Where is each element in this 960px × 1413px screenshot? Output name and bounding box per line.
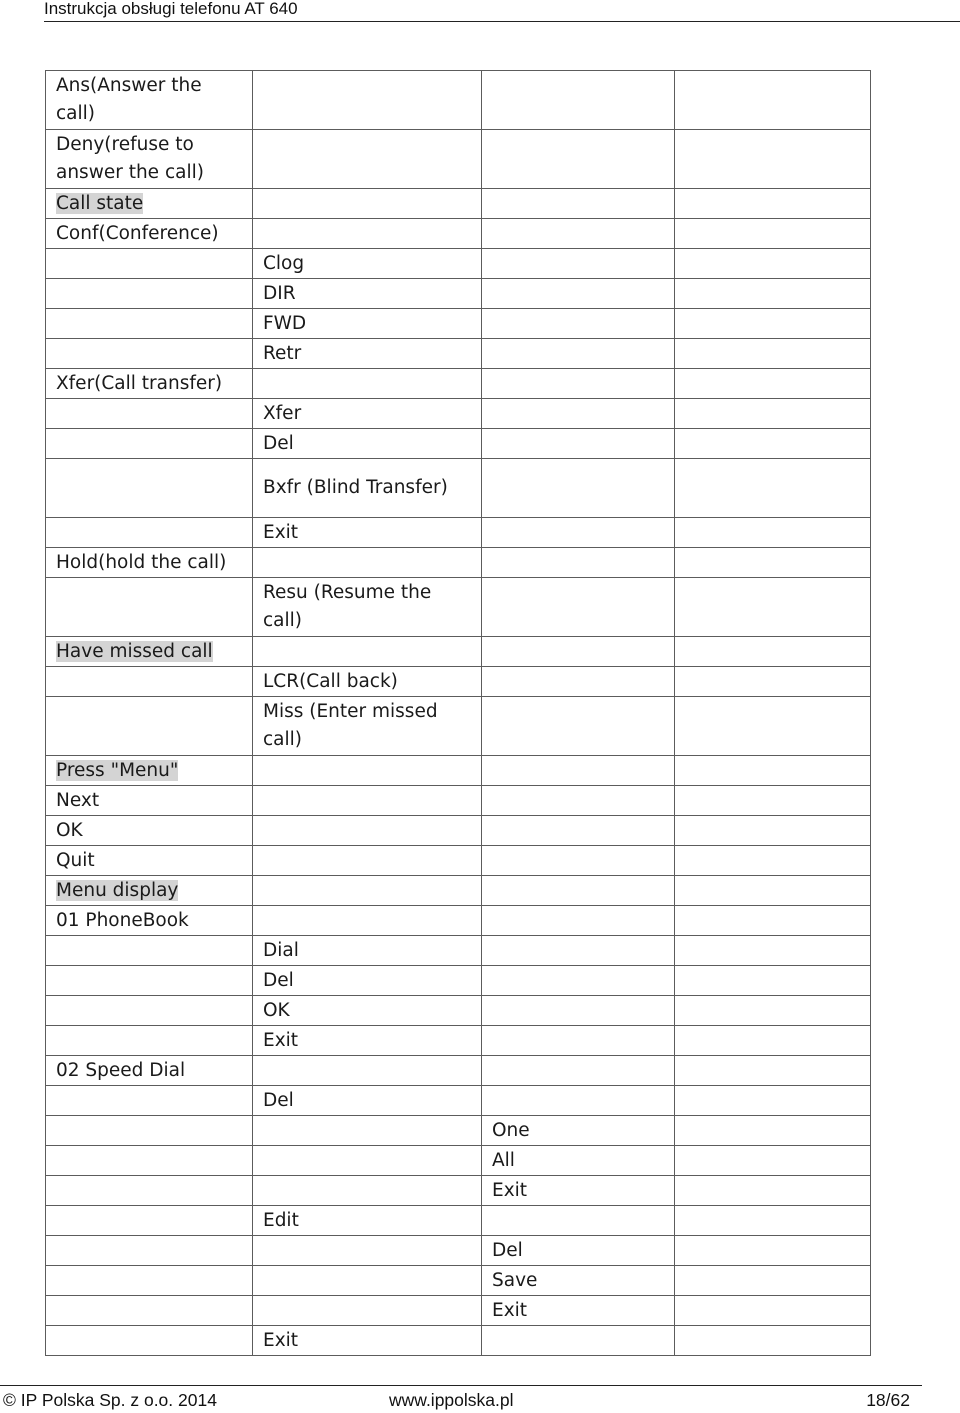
cell-text: Exit [263, 521, 299, 543]
table-cell [482, 906, 675, 936]
table-cell [253, 1296, 482, 1326]
table-row [46, 429, 871, 459]
table-cell [46, 369, 253, 399]
table-cell [46, 1056, 253, 1086]
footer-website: www.ippolska.pl [389, 1390, 514, 1410]
table-cell [675, 906, 871, 936]
table-row [46, 996, 871, 1026]
table-cell [482, 548, 675, 578]
table-cell [482, 966, 675, 996]
table-row [46, 189, 871, 219]
table-cell [46, 1026, 253, 1056]
table-cell [482, 578, 675, 637]
table-cell [46, 309, 253, 339]
table-cell [675, 936, 871, 966]
table-cell [675, 1266, 871, 1296]
table-cell [482, 369, 675, 399]
table-cell [253, 876, 482, 906]
table-cell [482, 1206, 675, 1236]
table-cell [482, 1236, 675, 1266]
table-cell [675, 369, 871, 399]
table-cell [675, 429, 871, 459]
table-cell [253, 429, 482, 459]
cell-text: Conf(Conference) [56, 222, 219, 244]
table-cell [46, 1086, 253, 1116]
table-cell [46, 429, 253, 459]
table-cell [46, 578, 253, 637]
table-row [46, 518, 871, 548]
cell-text: DIR [263, 282, 296, 304]
table-cell [46, 1266, 253, 1296]
table-cell [46, 816, 253, 846]
table-row [46, 816, 871, 846]
table-cell [253, 189, 482, 219]
table-row [46, 936, 871, 966]
table-cell [675, 697, 871, 756]
table-cell [46, 786, 253, 816]
table-cell [482, 637, 675, 667]
cell-text: Del [263, 432, 294, 454]
table-cell [482, 1056, 675, 1086]
cell-text: Quit [56, 849, 95, 871]
table-cell [482, 996, 675, 1026]
table-cell [675, 1086, 871, 1116]
table-cell [253, 459, 482, 518]
cell-text: Hold(hold the call) [56, 551, 227, 573]
table-cell [253, 936, 482, 966]
table-cell [253, 637, 482, 667]
cell-text: 01 PhoneBook [56, 909, 189, 931]
table-cell [675, 309, 871, 339]
table-cell [253, 1266, 482, 1296]
table-cell [253, 249, 482, 279]
table-cell [482, 429, 675, 459]
cell-text: FWD [263, 312, 307, 334]
table-cell [253, 578, 482, 637]
table-cell [482, 309, 675, 339]
table-cell [253, 71, 482, 130]
table-cell [46, 996, 253, 1026]
table-cell [675, 189, 871, 219]
table-row [46, 1206, 871, 1236]
table-cell [46, 1296, 253, 1326]
table-cell [675, 1236, 871, 1266]
table-cell [482, 1326, 675, 1356]
table-row [46, 846, 871, 876]
table-cell [675, 996, 871, 1026]
table-cell [253, 816, 482, 846]
table-row [46, 130, 871, 189]
table-cell [46, 459, 253, 518]
table-cell [253, 1056, 482, 1086]
table-cell [482, 1086, 675, 1116]
cell-text: Ans(Answer the call) [56, 75, 202, 124]
table-row [46, 1326, 871, 1356]
table-cell [46, 846, 253, 876]
table-cell [253, 369, 482, 399]
table-cell [675, 1026, 871, 1056]
table-cell [253, 1176, 482, 1206]
table-cell [675, 786, 871, 816]
cell-text: Exit [263, 1329, 299, 1351]
page-footer [0, 1385, 922, 1413]
table-cell [46, 1326, 253, 1356]
table-cell [482, 219, 675, 249]
table-cell [675, 459, 871, 518]
table-cell [482, 786, 675, 816]
table-cell [675, 578, 871, 637]
table-cell [253, 966, 482, 996]
table-cell [253, 339, 482, 369]
table-row [46, 1296, 871, 1326]
table-cell [46, 906, 253, 936]
table-row [46, 966, 871, 996]
table-cell [675, 130, 871, 189]
table-cell [253, 996, 482, 1026]
cell-text: Dial [263, 939, 299, 961]
table-cell [482, 697, 675, 756]
table-row [46, 1026, 871, 1056]
table-cell [675, 1146, 871, 1176]
cell-text: Retr [263, 342, 302, 364]
table-cell [253, 1146, 482, 1176]
table-cell [253, 279, 482, 309]
table-cell [46, 249, 253, 279]
table-row [46, 369, 871, 399]
table-cell [675, 219, 871, 249]
table-cell [675, 279, 871, 309]
table-cell [253, 756, 482, 786]
table-row [46, 399, 871, 429]
table-cell [253, 906, 482, 936]
table-cell [253, 219, 482, 249]
table-cell [253, 786, 482, 816]
table-cell [482, 667, 675, 697]
table-cell [482, 1026, 675, 1056]
table-cell [675, 339, 871, 369]
cell-text: Exit [492, 1299, 528, 1321]
table-cell [46, 876, 253, 906]
cell-text: All [492, 1149, 515, 1171]
table-cell [482, 1146, 675, 1176]
table-cell [46, 518, 253, 548]
cell-text: Edit [263, 1209, 299, 1231]
cell-text: Call state [56, 192, 144, 214]
cell-text: One [492, 1119, 530, 1141]
table-cell [46, 219, 253, 249]
table-cell [482, 71, 675, 130]
table-cell [482, 339, 675, 369]
table-cell [675, 667, 871, 697]
table-cell [675, 876, 871, 906]
table-row [46, 1176, 871, 1206]
footer-page-number: 18/62 [866, 1390, 910, 1410]
table-cell [46, 548, 253, 578]
table-cell [482, 279, 675, 309]
table-cell [482, 399, 675, 429]
table-row [46, 1146, 871, 1176]
table-row [46, 71, 871, 130]
table-cell [675, 1116, 871, 1146]
table-cell [46, 339, 253, 369]
cell-text: Resu (Resume the call) [263, 582, 432, 631]
table-row [46, 1056, 871, 1086]
table-cell [482, 1296, 675, 1326]
table-cell [482, 846, 675, 876]
table-cell [46, 130, 253, 189]
table-cell [675, 518, 871, 548]
table-row [46, 1116, 871, 1146]
table-cell [482, 1116, 675, 1146]
table-cell [46, 1116, 253, 1146]
table-cell [675, 1206, 871, 1236]
table-cell [253, 1116, 482, 1146]
table-row [46, 1236, 871, 1266]
footer-copyright: © IP Polska Sp. z o.o. 2014 [3, 1390, 217, 1410]
table-cell [46, 756, 253, 786]
table-cell [482, 816, 675, 846]
table-row [46, 697, 871, 756]
table-row [46, 876, 871, 906]
table-row [46, 637, 871, 667]
cell-text: Xfer(Call transfer) [56, 372, 223, 394]
table-cell [482, 249, 675, 279]
table-cell [46, 189, 253, 219]
table-cell [675, 846, 871, 876]
table-row [46, 249, 871, 279]
cell-text: Del [263, 1089, 294, 1111]
cell-text: Next [56, 789, 100, 811]
table-cell [46, 637, 253, 667]
table-row [46, 906, 871, 936]
table-cell [46, 966, 253, 996]
table-cell [675, 399, 871, 429]
table-cell [46, 279, 253, 309]
table-cell [46, 1236, 253, 1266]
menu-structure-table [45, 70, 871, 1356]
table-cell [482, 936, 675, 966]
table-cell [675, 1296, 871, 1326]
cell-text: Have missed call [56, 640, 213, 662]
table-row [46, 279, 871, 309]
cell-text: Clog [263, 252, 305, 274]
cell-text: Miss (Enter missed call) [263, 701, 438, 750]
table-row [46, 459, 871, 518]
table-cell [482, 130, 675, 189]
table-row [46, 1266, 871, 1296]
table-cell [46, 1146, 253, 1176]
table-cell [482, 756, 675, 786]
table-cell [253, 846, 482, 876]
document-title: Instrukcja obsługi telefonu AT 640 [44, 0, 298, 18]
table-cell [253, 130, 482, 189]
table-row [46, 667, 871, 697]
table-cell [675, 1176, 871, 1206]
cell-text: Xfer [263, 402, 302, 424]
cell-text: Exit [263, 1029, 299, 1051]
cell-text: LCR(Call back) [263, 670, 398, 692]
table-cell [46, 667, 253, 697]
table-cell [675, 1056, 871, 1086]
table-cell [253, 1086, 482, 1116]
table-row [46, 786, 871, 816]
table-cell [46, 936, 253, 966]
cell-text: Exit [492, 1179, 528, 1201]
table-cell [253, 1026, 482, 1056]
table-cell [46, 1206, 253, 1236]
table-cell [253, 667, 482, 697]
page-header [44, 0, 960, 22]
cell-text: Save [492, 1269, 538, 1291]
table-cell [253, 548, 482, 578]
table-cell [253, 1236, 482, 1266]
menu-table-body [46, 71, 871, 1356]
cell-text: Menu display [56, 879, 179, 901]
cell-text: Press "Menu" [56, 759, 179, 781]
table-cell [46, 71, 253, 130]
table-row [46, 339, 871, 369]
table-row [46, 548, 871, 578]
table-cell [253, 1206, 482, 1236]
cell-text: OK [263, 999, 290, 1021]
table-cell [675, 548, 871, 578]
table-cell [482, 459, 675, 518]
table-cell [675, 249, 871, 279]
table-cell [253, 399, 482, 429]
table-cell [675, 637, 871, 667]
table-row [46, 756, 871, 786]
table-cell [482, 1176, 675, 1206]
table-cell [46, 1176, 253, 1206]
table-cell [482, 1266, 675, 1296]
cell-text: OK [56, 819, 83, 841]
table-cell [675, 756, 871, 786]
cell-text: Del [492, 1239, 523, 1261]
table-cell [675, 966, 871, 996]
table-cell [46, 697, 253, 756]
table-cell [253, 309, 482, 339]
table-cell [675, 1326, 871, 1356]
table-cell [675, 71, 871, 130]
cell-text: Deny(refuse to answer the call) [56, 134, 204, 183]
table-row [46, 219, 871, 249]
table-cell [46, 399, 253, 429]
table-row [46, 309, 871, 339]
table-cell [253, 697, 482, 756]
cell-text: Bxfr (Blind Transfer) [263, 477, 448, 498]
cell-text: Del [263, 969, 294, 991]
table-cell [253, 1326, 482, 1356]
table-row [46, 578, 871, 637]
table-cell [482, 518, 675, 548]
table-cell [675, 816, 871, 846]
cell-text: 02 Speed Dial [56, 1059, 186, 1081]
table-cell [482, 189, 675, 219]
table-cell [482, 876, 675, 906]
table-row [46, 1086, 871, 1116]
table-cell [253, 518, 482, 548]
